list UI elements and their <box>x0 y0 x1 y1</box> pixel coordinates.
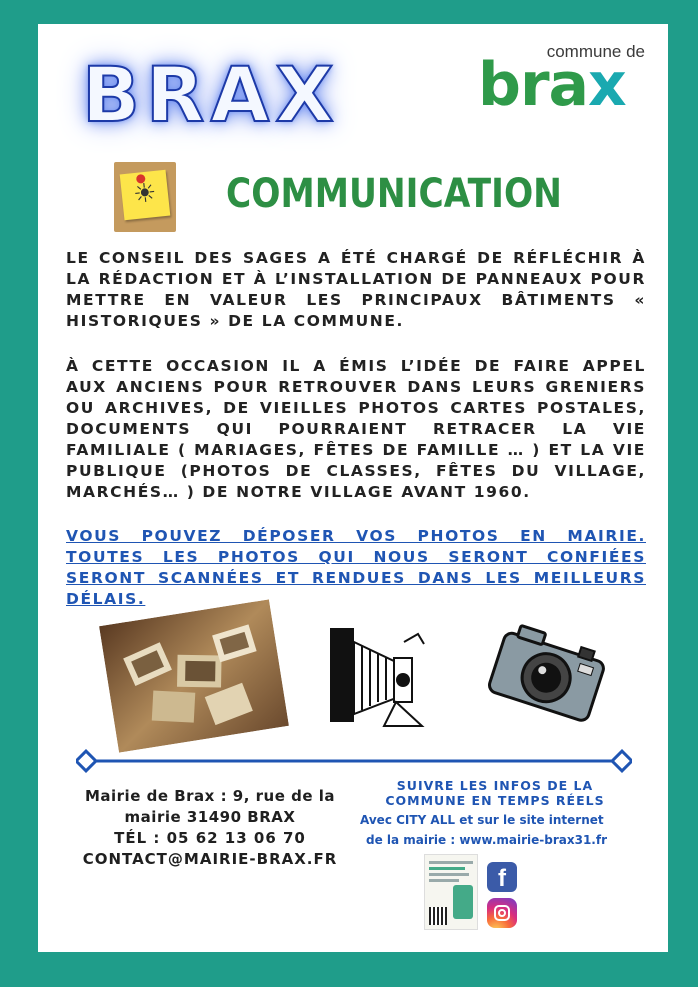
follow-heading-1: SUIVRE LES INFOS DE LA <box>396 778 594 793</box>
lightbulb-note-icon: ☀ <box>114 162 176 232</box>
paragraph-3-link[interactable]: VOUS POUVEZ DÉPOSER VOS PHOTOS EN MAIRIE. TOUTES LES PHOTOS QUI NOUS SERONT CONFIÉES SERONT SCANNÉES ET RENDUES DANS LES MEILLEURS DÉLAIS. <box>66 527 646 608</box>
contact-email[interactable]: CONTACT@MAIRIE-BRAX.FR <box>82 850 338 868</box>
brax-title: BRAX <box>82 50 340 139</box>
section-heading: COMMUNICATION <box>226 171 562 217</box>
contact-address-2: mairie 31490 BRAX <box>124 808 296 826</box>
city-all-flyer-thumbnail <box>424 854 478 930</box>
facebook-icon[interactable]: f <box>487 862 517 892</box>
logo-wordmark <box>478 52 626 118</box>
follow-text-2[interactable]: de la mairie : www.mairie-brax31.fr <box>366 833 607 847</box>
follow-heading-2: COMMUNE EN TEMPS RÉELS <box>385 793 605 808</box>
digital-camera-icon <box>486 618 610 726</box>
logo-wordmark-green: bra <box>478 50 589 120</box>
logo-subtitle: commune de <box>546 42 645 61</box>
logo-wordmark-teal: x <box>588 50 626 120</box>
contact-address-1: Mairie de Brax : 9, rue de la <box>84 787 336 805</box>
contact-block <box>70 786 350 870</box>
divider-line <box>76 749 632 773</box>
vintage-folding-camera-icon <box>326 622 432 734</box>
paragraph-2: À CETTE OCCASION IL A ÉMIS L’IDÉE DE FAIRE APPEL AUX ANCIENS POUR RETROUVER DANS LEURS GRENIERS OU ARCHIVES, DE VIEILLES PHOTOS CARTES POSTALES, DOCUMENTS QUI POURRAIENT RETRACER LA VIE FAMILIALE ( MARIAGES, FÊTES DE FAMILLE … ) ET LA VIE PUBLIQUE (PHOTOS DE CLASSES, FÊTES DU VILLAGE, MARCHÉS… ) DE NOTRE VILLAGE AVANT 1960. <box>66 357 646 501</box>
old-photos-image <box>99 599 289 752</box>
contact-phone: TÉL : 05 62 13 06 70 <box>114 829 306 847</box>
follow-block <box>360 778 630 850</box>
paragraph-1: LE CONSEIL DES SAGES A ÉTÉ CHARGÉ DE RÉFLÉCHIR À LA RÉDACTION ET À L’INSTALLATION DE PANNEAUX POUR METTRE EN VALEUR LES PRINCIPAUX BÂTIMENTS « HISTORIQUES » DE LA COMMUNE. <box>66 249 646 330</box>
commune-logo <box>478 42 653 120</box>
follow-text-1: Avec CITY ALL et sur le site internet <box>360 813 604 827</box>
instagram-icon[interactable] <box>487 898 517 928</box>
